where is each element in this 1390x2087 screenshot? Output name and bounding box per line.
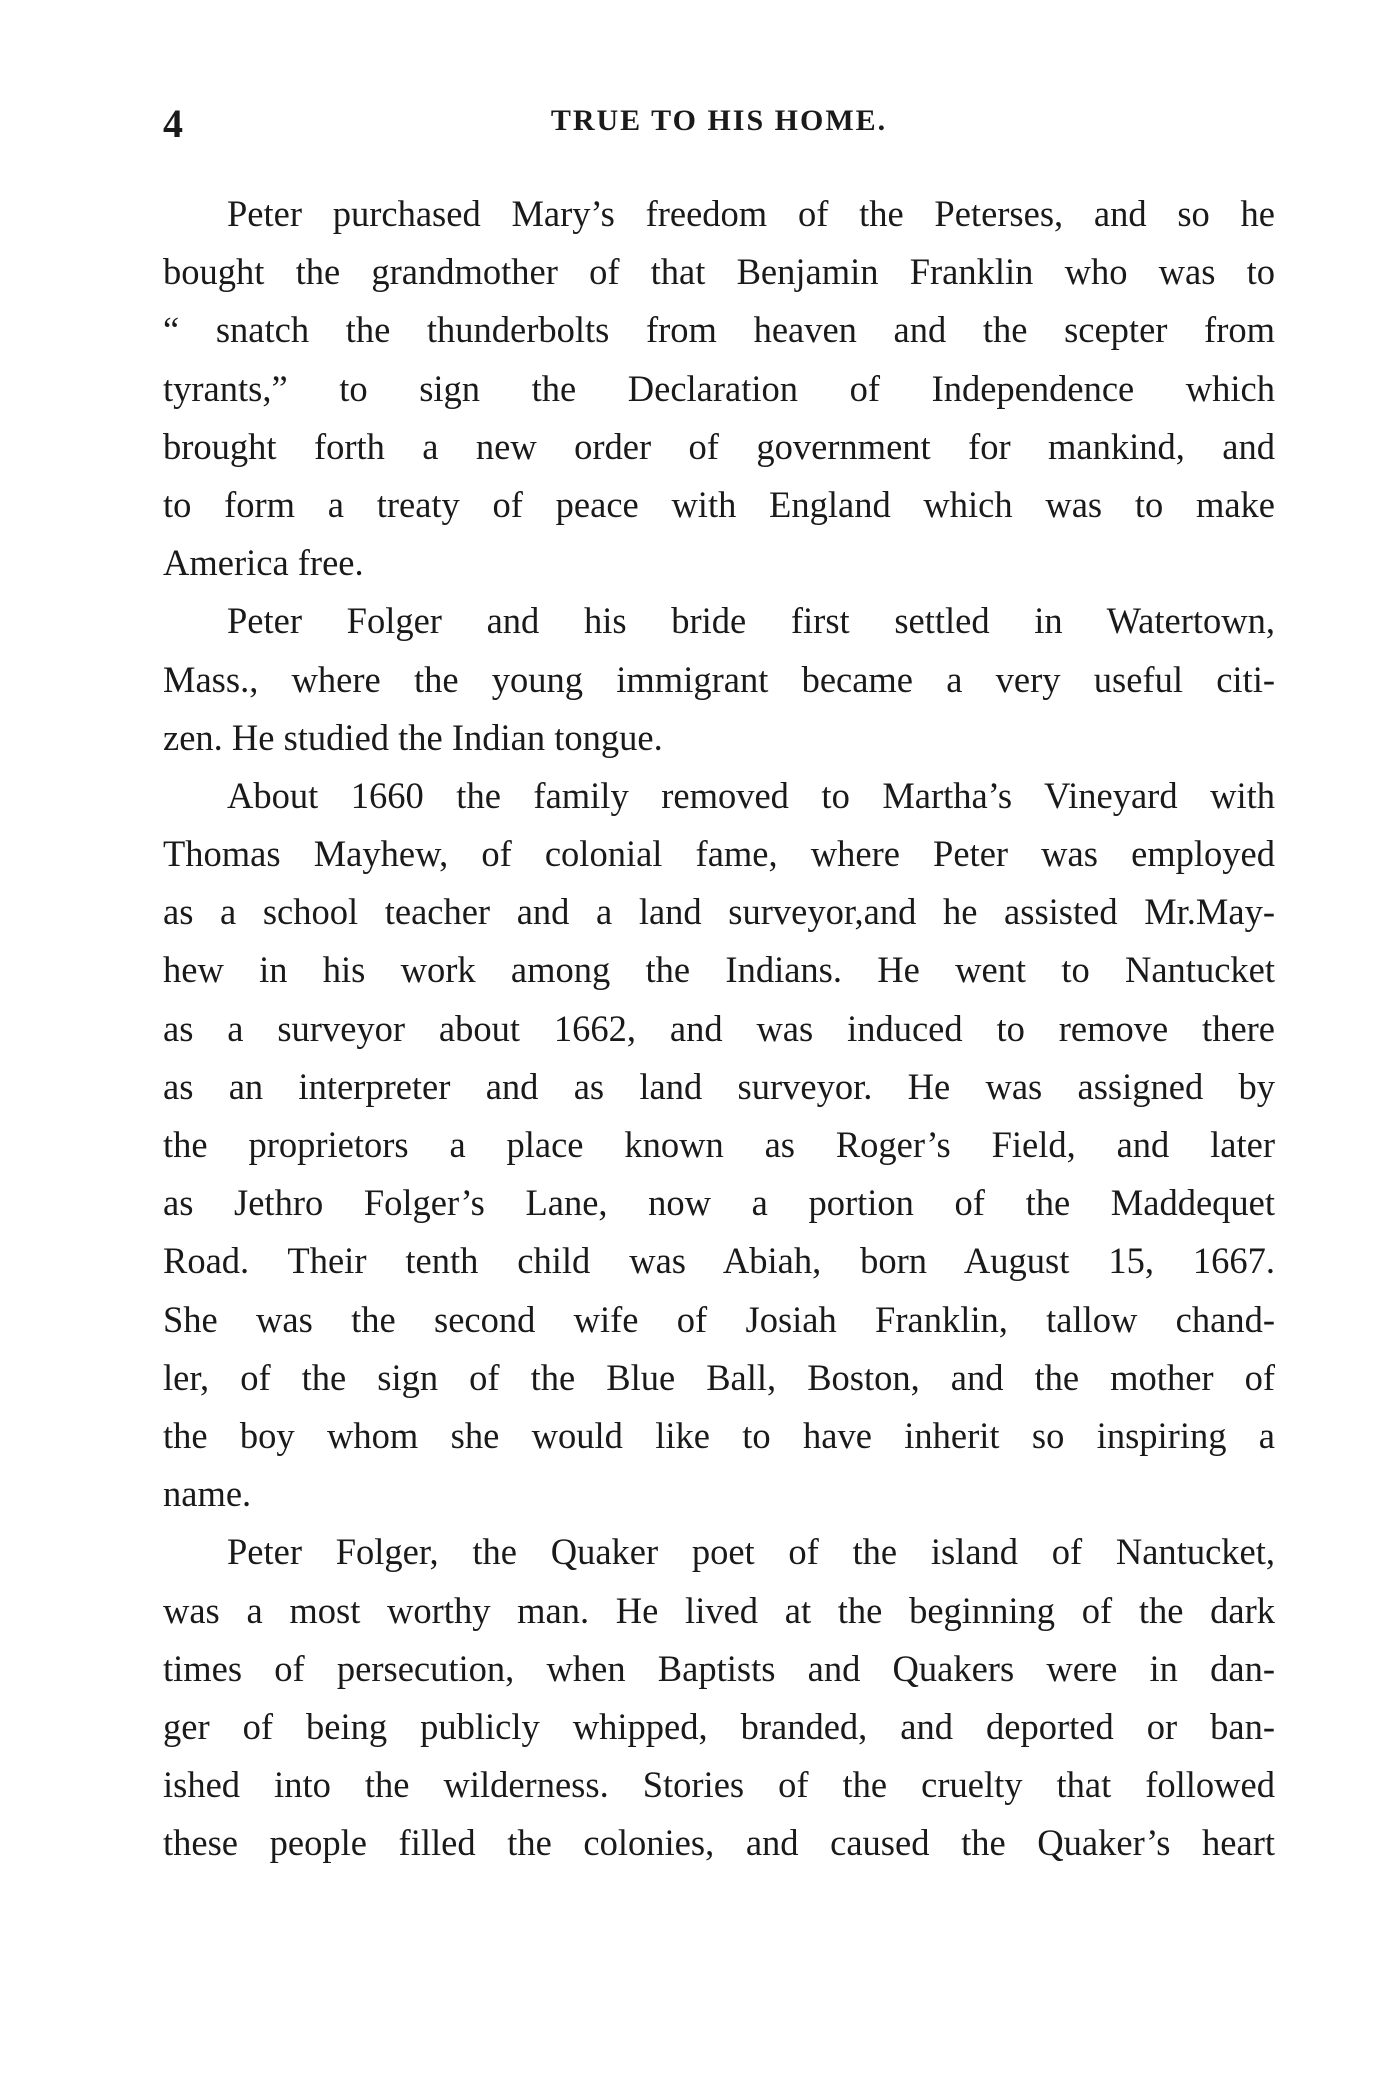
text-line: the boy whom she would like to have inherit so inspiring a xyxy=(163,1414,1275,1456)
text-line: brought forth a new order of government for mankind, and xyxy=(163,425,1275,467)
text-line: as a surveyor about 1662, and was induced to remove there xyxy=(163,1007,1275,1049)
paragraph xyxy=(163,592,1275,767)
text-line: as an interpreter and as land surveyor. He was assigned by xyxy=(163,1065,1275,1107)
text-line: the proprietors a place known as Roger’s Field, and later xyxy=(163,1124,1275,1165)
text-line: bought the grandmother of that Benjamin Franklin who was to xyxy=(163,251,1275,293)
page-number: 4 xyxy=(163,101,183,146)
text-line: times of persecution, when Baptists and Quakers were in dan- xyxy=(163,1647,1275,1689)
text-line: to form a treaty of peace with England which was to make xyxy=(163,483,1275,525)
text-line: was a most worthy man. He lived at the beginning of the dark xyxy=(163,1589,1275,1631)
text-line: She was the second wife of Josiah Franklin, tallow chand- xyxy=(163,1298,1275,1340)
text-line: hew in his work among the Indians. He went to Nantucket xyxy=(163,949,1275,991)
text-line: Road. Their tenth child was Abiah, born August 15, 1667. xyxy=(163,1240,1275,1282)
text-line: Thomas Mayhew, of colonial fame, where Peter was employed xyxy=(163,833,1275,875)
text-line: these people filled the colonies, and caused the Quaker’s heart xyxy=(163,1822,1275,1864)
text-line: Peter purchased Mary’s freedom of the Peterses, and so he xyxy=(227,193,1275,234)
paragraph xyxy=(163,185,1275,592)
text-line: About 1660 the family removed to Martha’s Vineyard with xyxy=(227,774,1275,816)
text-line: name. xyxy=(163,1473,252,1515)
text-line: Peter Folger, the Quaker poet of the island of Nantucket, xyxy=(227,1531,1275,1573)
text-line: as Jethro Folger’s Lane, now a portion of the Maddequet xyxy=(163,1182,1275,1224)
text-line: America free. xyxy=(163,542,364,584)
paragraph xyxy=(163,767,1275,1523)
text-line: ger of being publicly whipped, branded, and deported or ban- xyxy=(163,1705,1275,1747)
text-line: “ snatch the thunderbolts from heaven and the scepter from xyxy=(163,309,1275,351)
running-title: TRUE TO HIS HOME. xyxy=(550,104,888,137)
text-line: zen. He studied the Indian tongue. xyxy=(163,716,663,758)
text-line: Mass., where the young immigrant became a very useful citi- xyxy=(163,658,1275,700)
body-text xyxy=(163,185,1275,1872)
text-line: Peter Folger and his bride first settled in Watertown, xyxy=(227,600,1275,642)
text-line: ler, of the sign of the Blue Ball, Boston, and the mother of xyxy=(163,1356,1275,1398)
text-line: tyrants,” to sign the Declaration of Independence which xyxy=(163,367,1275,409)
text-line: ished into the wilderness. Stories of the cruelty that followed xyxy=(163,1764,1275,1806)
text-line: as a school teacher and a land surveyor,and he assisted Mr.May- xyxy=(163,891,1275,933)
page-header xyxy=(163,100,1275,160)
paragraph xyxy=(163,1523,1275,1872)
